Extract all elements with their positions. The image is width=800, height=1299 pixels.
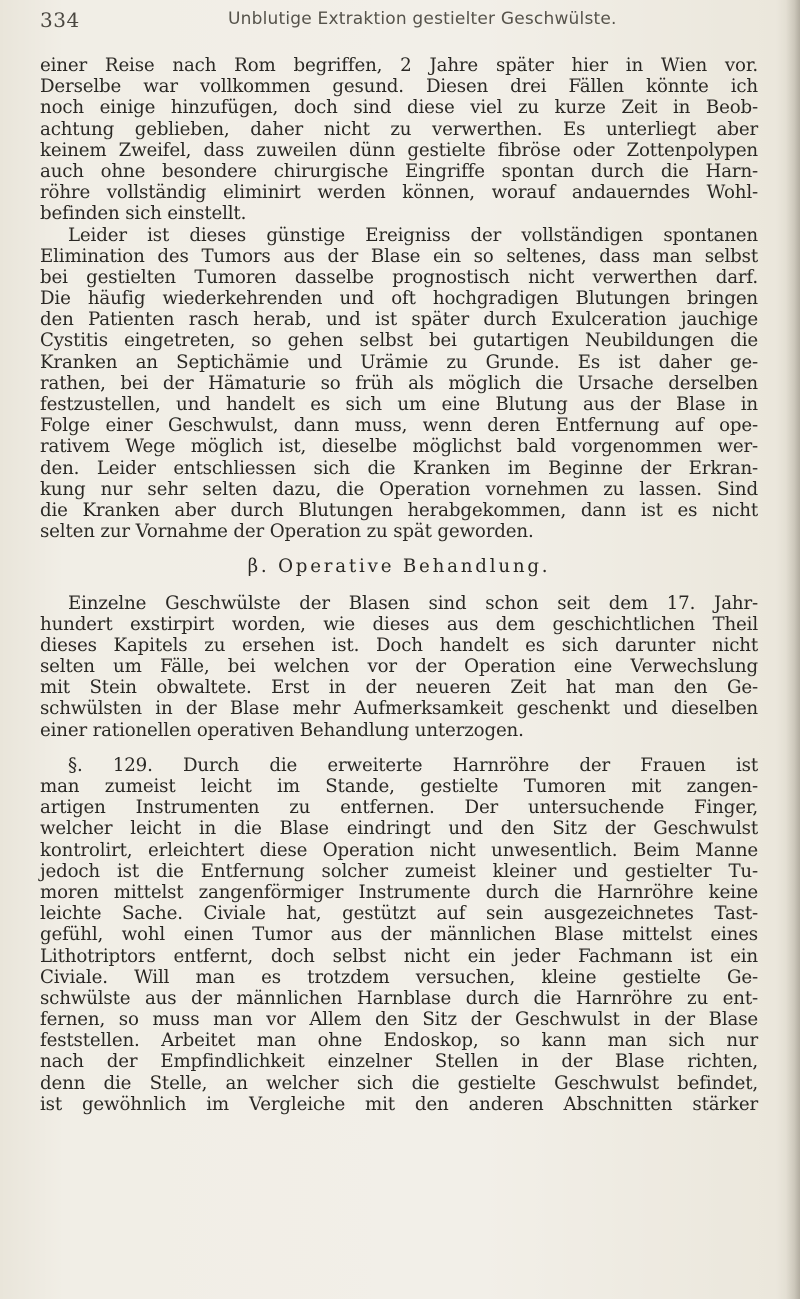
text-line: Einzelne Geschwülste der Blasen sind schon seit dem 17. Jahr- <box>68 592 758 614</box>
text-line: denn die Stelle, an welcher sich die gestielte Geschwulst befindet, <box>40 1072 758 1094</box>
text-line: einer Reise nach Rom begriffen, 2 Jahre später hier in Wien vor. <box>40 55 758 76</box>
text-line: Leider ist dieses günstige Ereigniss der vollständigen spontanen <box>68 224 758 246</box>
text-line: selten um Fälle, bei welchen vor der Operation eine Verwechslung <box>40 656 758 678</box>
text-line: rathen, bei der Hämaturie so früh als möglich die Ursache derselben <box>40 372 758 394</box>
text-line: Elimination des Tumors aus der Blase ein so seltenes, dass man selbst <box>40 245 758 267</box>
page-edge-shadow <box>786 0 800 1299</box>
text-line: man zumeist leicht im Stande, gestielte Tumoren mit zangen- <box>40 776 758 797</box>
text-line: rativem Wege möglich ist, dieselbe möglichst bald vorgenommen wer- <box>40 436 758 458</box>
text-line: bei gestielten Tumoren dasselbe prognostisch nicht verwerthen darf. <box>40 266 758 288</box>
body-text <box>40 55 758 1115</box>
text-line: befinden sich einstellt. <box>40 203 247 225</box>
page-header <box>40 8 760 38</box>
text-line: Derselbe war vollkommen gesund. Diesen drei Fällen könnte ich <box>40 76 758 98</box>
text-line: kontrolirt, erleichtert diese Operation nicht unwesentlich. Beim Manne <box>40 839 758 861</box>
running-head: Unblutige Extraktion gestielter Geschwülste. <box>228 9 617 29</box>
page-number: 334 <box>40 8 80 32</box>
text-line: den. Leider entschliessen sich die Kranken im Beginne der Erkran- <box>40 457 758 479</box>
text-line: hundert exstirpirt worden, wie dieses aus dem geschichtlichen Theil <box>40 613 758 635</box>
text-line: Die häufig wiederkehrenden und oft hochgradigen Blutungen bringen <box>40 288 758 310</box>
text-line: mit Stein obwaltete. Erst in der neueren Zeit hat man den Ge- <box>40 677 758 699</box>
text-line: welcher leicht in die Blase eindringt und den Sitz der Geschwulst <box>40 818 758 840</box>
text-line: gefühl, wohl einen Tumor aus der männlichen Blase mittelst eines <box>40 924 758 946</box>
text-line: artigen Instrumenten zu entfernen. Der untersuchende Finger, <box>40 797 758 819</box>
text-line: schwülsten in der Blase mehr Aufmerksamkeit geschenkt und dieselben <box>40 698 758 720</box>
text-line: schwülste aus der männlichen Harnblase durch die Harnröhre zu ent- <box>40 987 758 1009</box>
text-line: noch einige hinzufügen, doch sind diese viel zu kurze Zeit in Beob- <box>40 97 758 119</box>
text-line: dieses Kapitels zu ersehen ist. Doch handelt es sich darunter nicht <box>40 634 758 656</box>
text-line: leichte Sache. Civiale hat, gestützt auf sein ausgezeichnetes Tast- <box>40 903 758 925</box>
text-line: festzustellen, und handelt es sich um eine Blutung aus der Blase in <box>40 394 758 415</box>
text-line: achtung geblieben, daher nicht zu verwerthen. Es unterliegt aber <box>40 118 758 140</box>
text-line: nach der Empfindlichkeit einzelner Stellen in der Blase richten, <box>40 1051 758 1073</box>
text-line: jedoch ist die Entfernung solcher zumeist kleiner und gestielter Tu- <box>40 860 758 882</box>
paragraph <box>40 593 758 741</box>
text-line: Lithotriptors entfernt, doch selbst nicht ein jeder Fachmann ist ein <box>40 945 758 967</box>
text-line: einer rationellen operativen Behandlung unterzogen. <box>40 719 524 741</box>
text-line: Folge einer Geschwulst, dann muss, wenn deren Entfernung auf ope- <box>40 415 758 437</box>
text-line: röhre vollständig eliminirt werden können, worauf andauerndes Wohl- <box>40 182 758 204</box>
text-line: §. 129. Durch die erweiterte Harnröhre der Frauen ist <box>68 754 758 776</box>
text-line: moren mittelst zangenförmiger Instrumente durch die Harnröhre keine <box>40 881 758 903</box>
paragraph <box>40 225 758 543</box>
text-line: kung nur sehr selten dazu, die Operation vornehmen zu lassen. Sind <box>40 478 758 500</box>
paragraph <box>40 55 758 225</box>
section-heading: β. Operative Behandlung. <box>247 556 551 578</box>
text-line: keinem Zweifel, dass zuweilen dünn gestielte fibröse oder Zottenpolypen <box>40 139 758 161</box>
text-line: fernen, so muss man vor Allem den Sitz der Geschwulst in der Blase <box>40 1009 758 1031</box>
text-line: Kranken an Septichämie und Urämie zu Grunde. Es ist daher ge- <box>40 351 758 373</box>
text-line: ist gewöhnlich im Vergleiche mit den anderen Abschnitten stärker <box>40 1093 758 1115</box>
text-line: feststellen. Arbeitet man ohne Endoskop, so kann man sich nur <box>40 1030 758 1052</box>
text-line: den Patienten rasch herab, und ist später durch Exulceration jauchige <box>40 309 758 331</box>
paragraph-gap <box>40 741 758 755</box>
text-line: die Kranken aber durch Blutungen herabgekommen, dann ist es nicht <box>40 499 758 521</box>
text-line: Civiale. Will man es trotzdem versuchen, kleine gestielte Ge- <box>40 966 758 988</box>
paragraph <box>40 755 758 1115</box>
text-line: selten zur Vornahme der Operation zu spät geworden. <box>40 521 534 543</box>
text-line: auch ohne besondere chirurgische Eingriffe spontan durch die Harn- <box>40 160 758 182</box>
text-line: Cystitis eingetreten, so gehen selbst bei gutartigen Neubildungen die <box>40 330 758 352</box>
